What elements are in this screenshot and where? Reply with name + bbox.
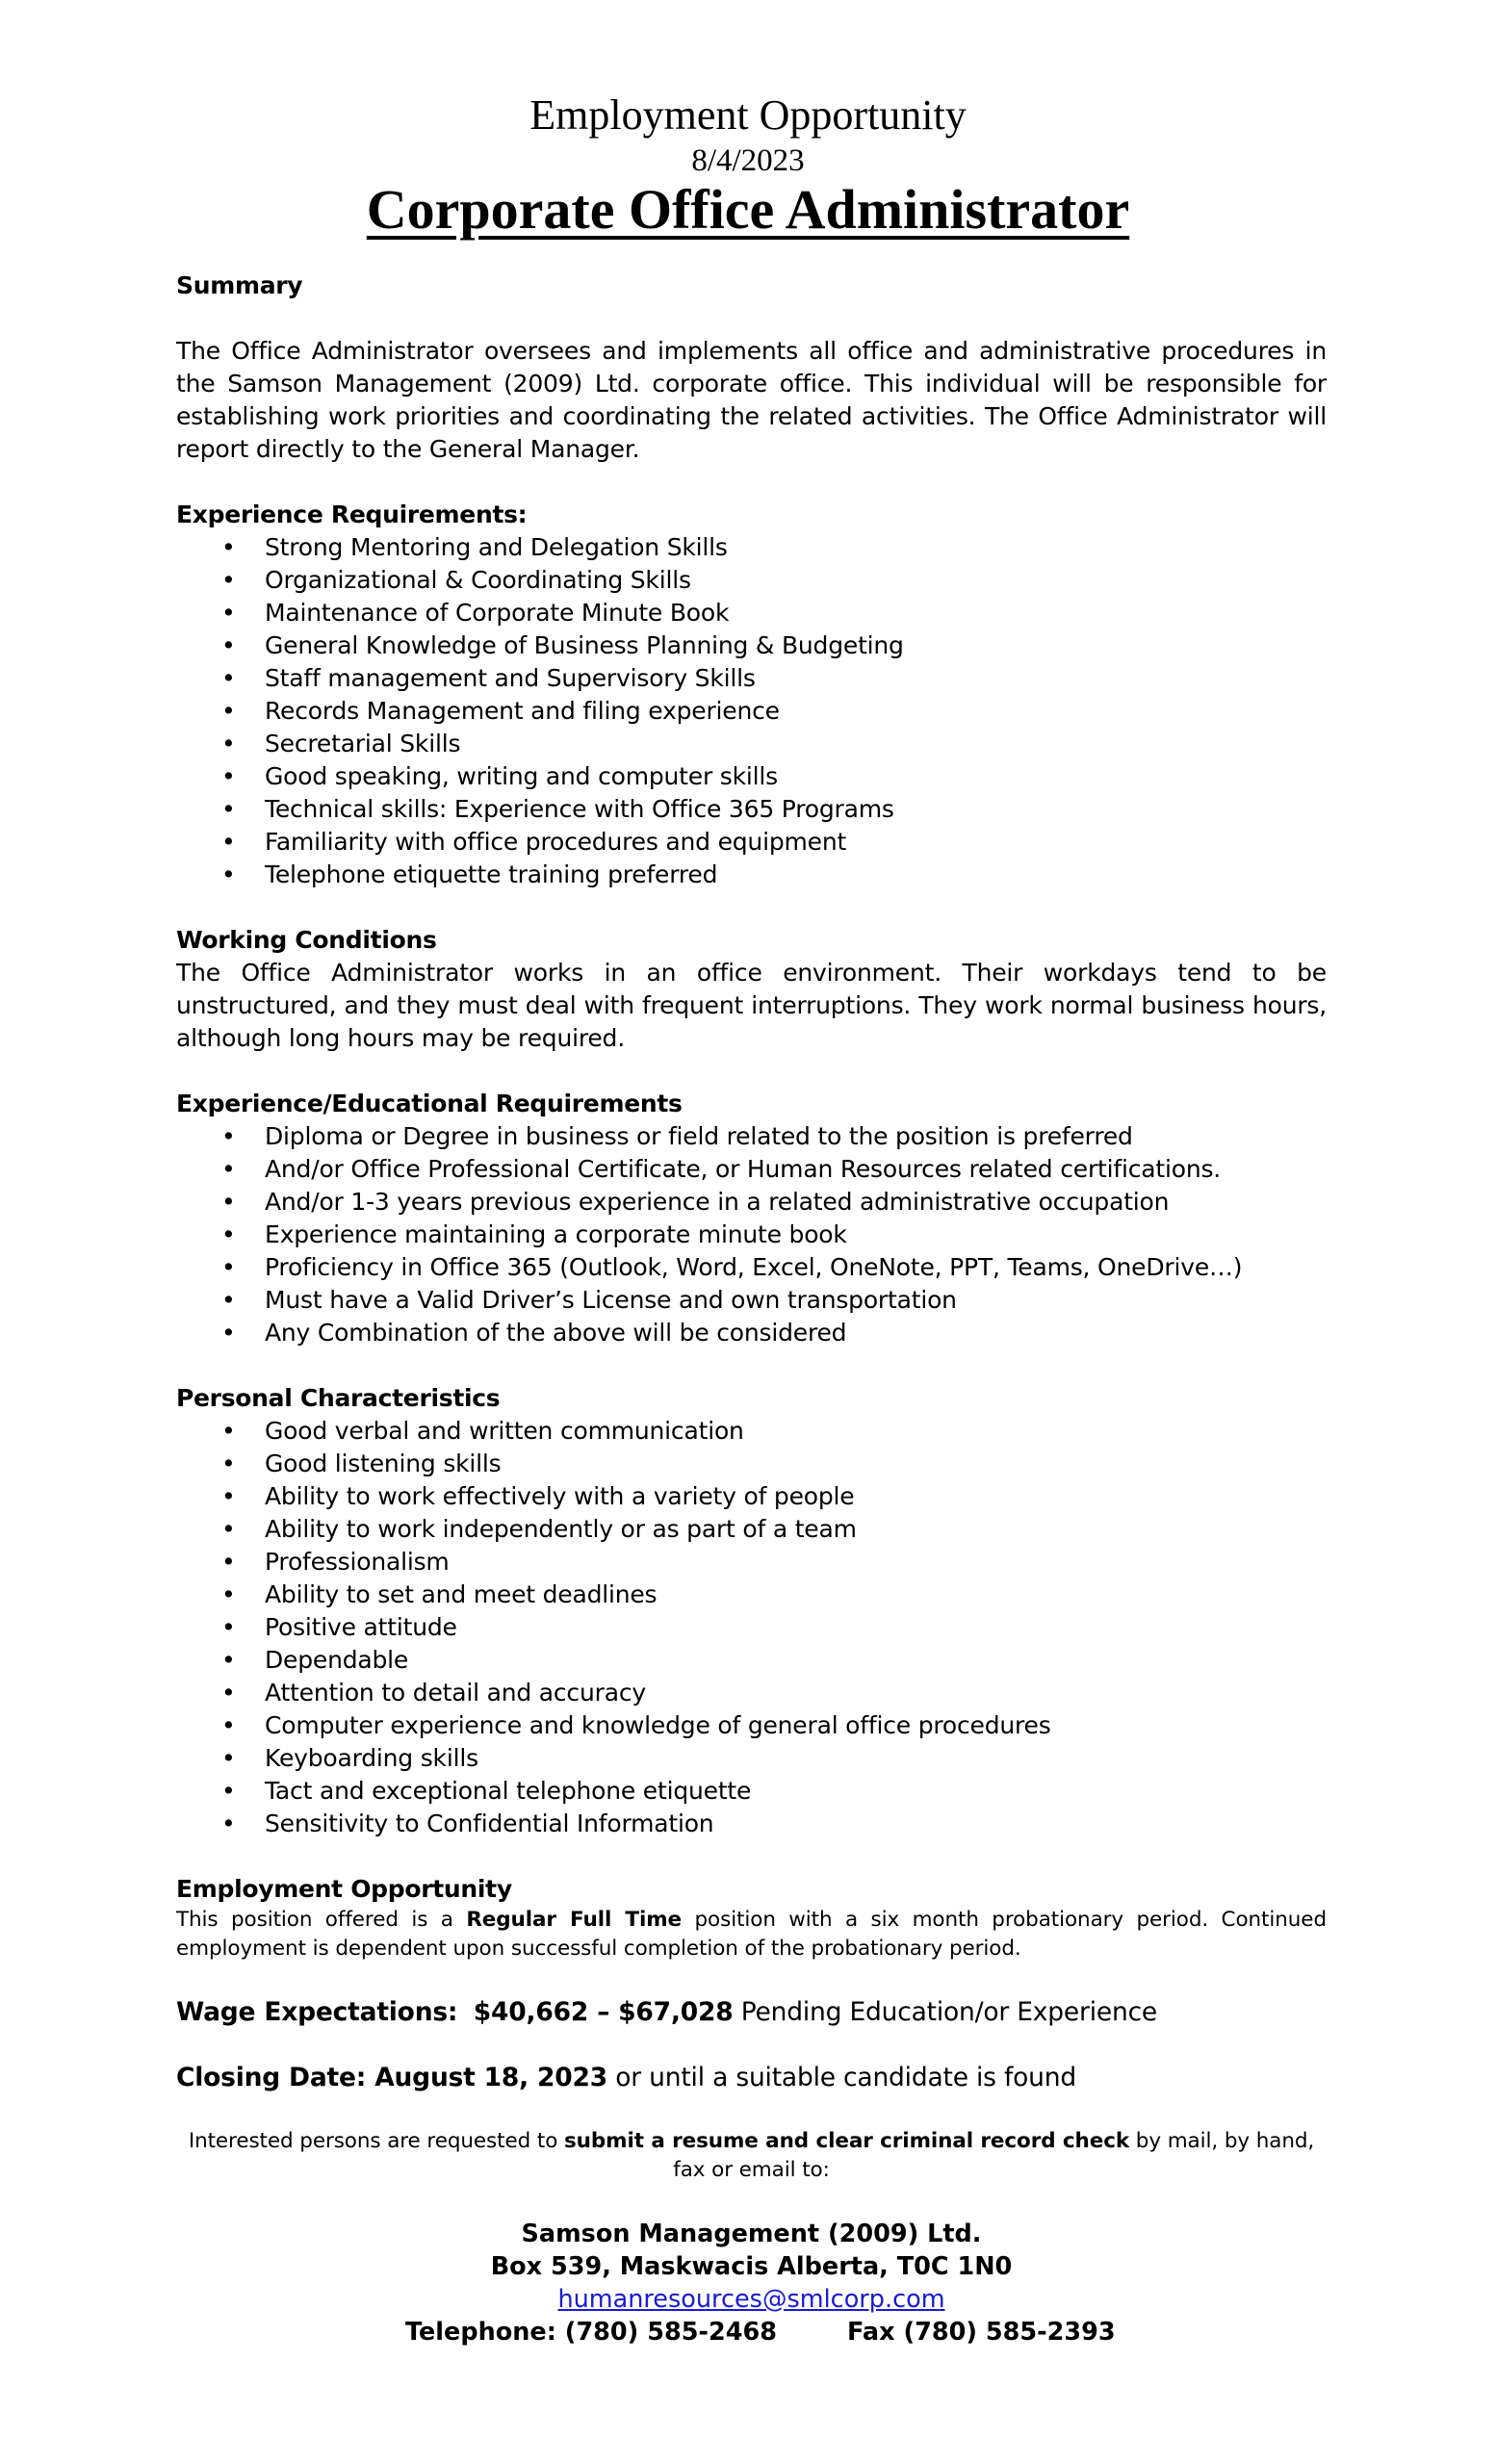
apply-text-end: by mail, by hand, fax or email to: [673,2129,1315,2182]
wage-expectations [176,1996,1327,2029]
list-item: • Technical skills: Experience with Office 365 Programs [176,793,1327,826]
list-item: • And/or 1-3 years previous experience in a related administrative occupation [176,1186,1327,1219]
application-instructions [176,2127,1327,2185]
list-item: • General Knowledge of Business Planning & Budgeting [176,629,1327,662]
list-item: • Records Management and filing experience [176,695,1327,728]
list-item: • Proficiency in Office 365 (Outlook, Word, Excel, OneNote, PPT, Teams, OneDrive…) [176,1251,1327,1284]
fax-number: Fax (780) 585-2393 [847,2318,1116,2347]
list-item: • Must have a Valid Driver’s License and own transportation [176,1284,1327,1317]
opportunity-text-start: This position offered is a [176,1908,467,1932]
experience-list [176,531,1327,891]
list-item: • Experience maintaining a corporate minute book [176,1219,1327,1251]
list-item: • Familiarity with office procedures and equipment [176,826,1327,859]
company-address: Box 539, Maskwacis Alberta, T0C 1N0 [490,2252,1013,2281]
list-item: • Organizational & Coordinating Skills [176,564,1327,597]
list-item: • Positive attitude [176,1611,1327,1644]
personal-list [176,1415,1327,1840]
email-link[interactable]: humanresources@smlcorp.com [557,2285,945,2314]
position-title: Corporate Office Administrator [366,178,1130,241]
opportunity-text-end: position with a six month probationary period. Continued employment is dependent upon successful completion of the probationary period. [176,1908,1327,1961]
list-item: • Good verbal and written communication [176,1415,1327,1448]
employment-opportunity-text [176,1906,1327,1964]
list-item: • Staff management and Supervisory Skills [176,662,1327,695]
list-item: • Strong Mentoring and Delegation Skills [176,531,1327,564]
closing-note: or until a suitable candidate is found [607,2063,1076,2092]
list-item: • Any Combination of the above will be considered [176,1317,1327,1349]
wage-note: Pending Education/or Experience [733,1997,1158,2027]
position-type: Regular Full Time [466,1908,683,1932]
list-item: • Computer experience and knowledge of general office procedures [176,1709,1327,1742]
document-title: Employment Opportunity [529,91,967,139]
summary-text: The Office Administrator oversees and implements all office and administrative procedures in the Samson Management (2009) Ltd. corporate office. This individual will be responsible for establishing work priorities and coordinating the related activities. The Office Administrator will report directly to the General Manager. [176,337,1327,463]
phone-fax-line [176,2316,1327,2348]
apply-requirements: submit a resume and clear criminal record check [563,2129,1130,2153]
list-item: • Telephone etiquette training preferred [176,859,1327,891]
closing-date [176,2062,1327,2094]
personal-heading: Personal Characteristics [176,1384,501,1412]
list-item: • Professionalism [176,1546,1327,1578]
list-item: • Secretarial Skills [176,728,1327,760]
wage-range: $40,662 – $67,028 [473,1997,734,2027]
list-item: • Diploma or Degree in business or field related to the position is preferred [176,1120,1327,1153]
telephone-number: Telephone: (780) 585-2468 [405,2318,777,2347]
working-conditions-heading: Working Conditions [176,926,437,954]
list-item: • Dependable [176,1644,1327,1677]
closing-date-label: Closing Date: August 18, 2023 [176,2063,607,2092]
list-item: • Ability to work independently or as part of a team [176,1513,1327,1546]
list-item: • Ability to set and meet deadlines [176,1578,1327,1611]
list-item: • Maintenance of Corporate Minute Book [176,597,1327,629]
list-item: • Good listening skills [176,1448,1327,1480]
company-name: Samson Management (2009) Ltd. [521,2220,982,2248]
list-item: • Tact and exceptional telephone etiquette [176,1775,1327,1808]
list-item: • Ability to work effectively with a variety of people [176,1480,1327,1513]
document-date: 8/4/2023 [691,143,805,178]
education-list [176,1120,1327,1349]
working-conditions-text: The Office Administrator works in an office environment. Their workdays tend to be unstructured, and they must deal with frequent interruptions. They work normal business hours, although long hours may be required. [176,959,1327,1052]
list-item: • Sensitivity to Confidential Information [176,1808,1327,1840]
apply-text-start: Interested persons are requested to [188,2129,564,2153]
list-item: • Good speaking, writing and computer skills [176,760,1327,793]
list-item: • Attention to detail and accuracy [176,1677,1327,1709]
experience-heading: Experience Requirements: [176,500,528,528]
list-item: • And/or Office Professional Certificate, or Human Resources related certifications. [176,1153,1327,1186]
posting-body [176,270,1327,2348]
list-item: • Keyboarding skills [176,1742,1327,1775]
summary-heading: Summary [176,271,303,299]
employment-opportunity-heading: Employment Opportunity [176,1875,512,1903]
wage-label: Wage Expectations: [176,1997,458,2027]
education-heading: Experience/Educational Requirements [176,1090,683,1117]
